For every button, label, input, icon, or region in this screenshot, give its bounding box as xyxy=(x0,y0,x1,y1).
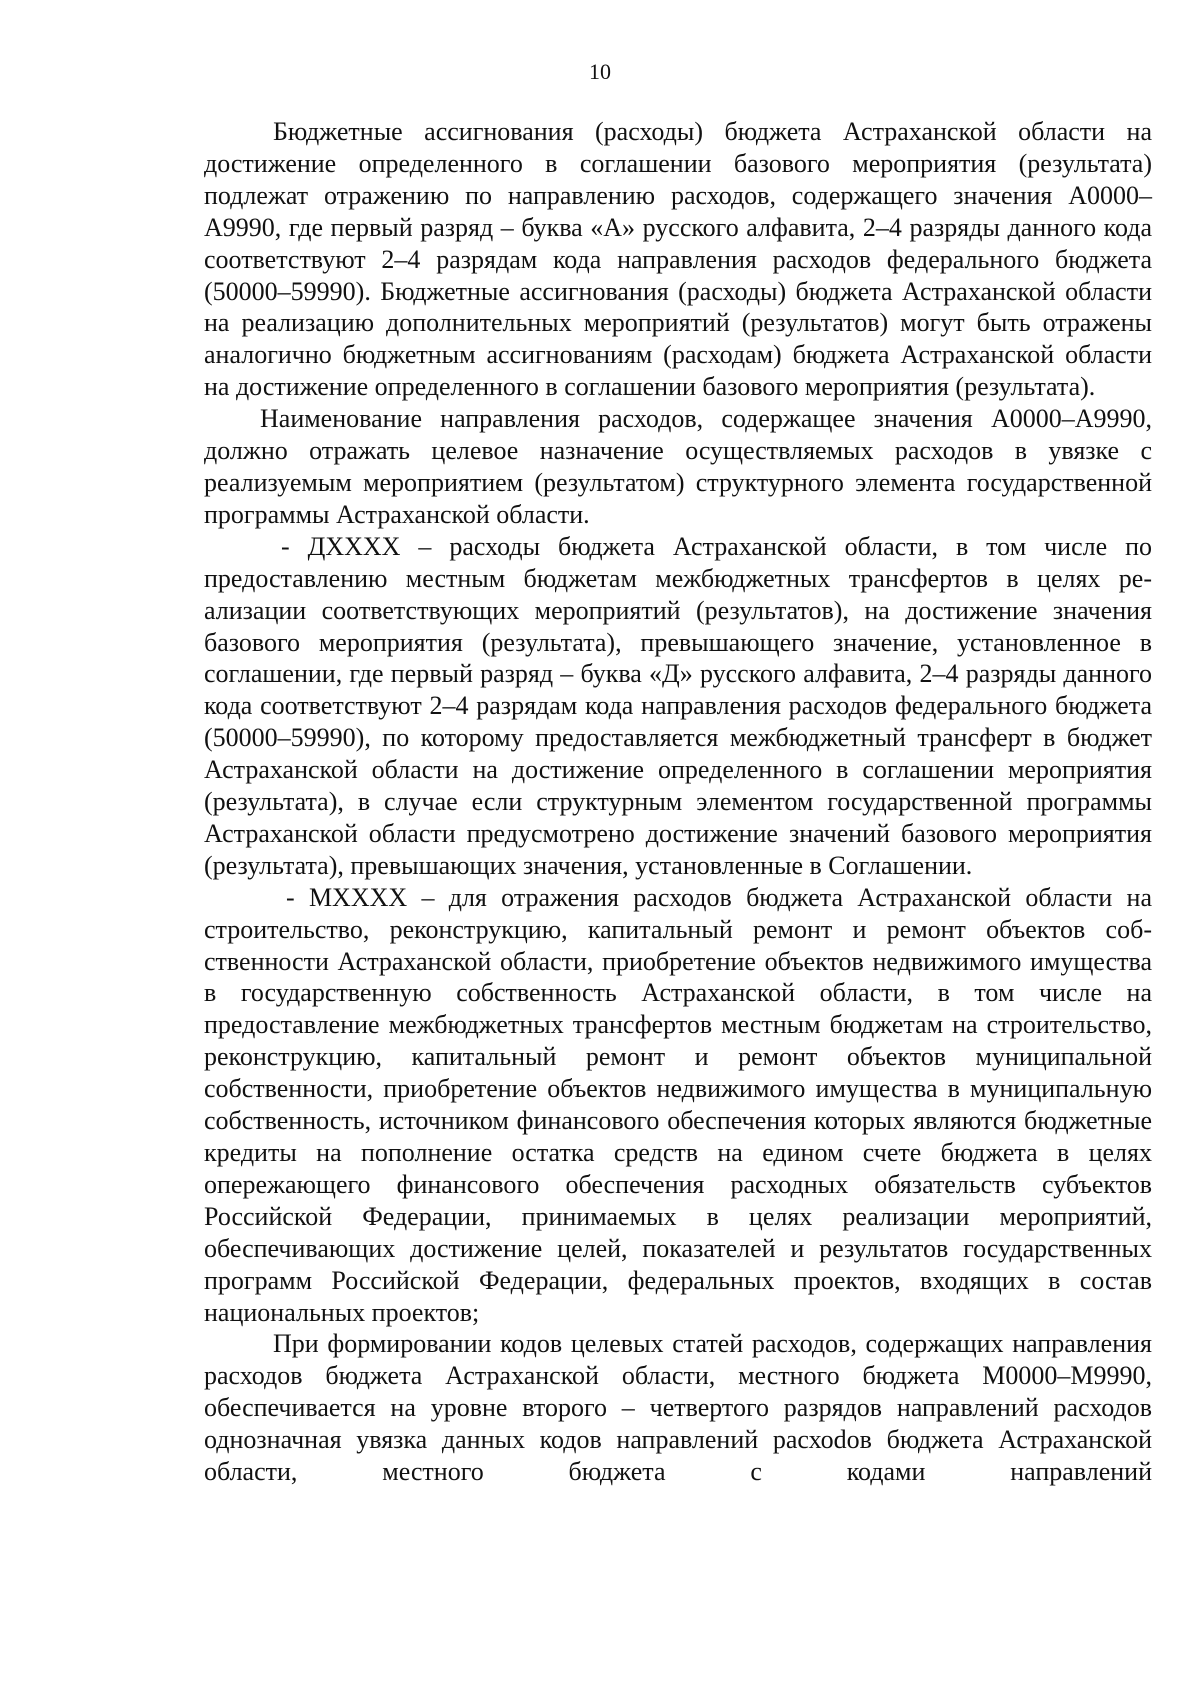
paragraph-budget-allocations: Бюджетные ассигнования (расходы) бюджета Астраханской области на достижение определенного в соглашении базового мероприятия (результата) подлежат отражению по направлению расходов, содержащего значения А0000–А9990, где первый разряд – буква «А» русского алфавита, 2–4 разряды данного кода соответствуют 2–4 разрядам кода направления расходов федерального бюджета (50000–59990). Бюджетные ассигнования (расходы) бюджета Астраханской области на реализацию дополнительных мероприятий (результатов) могут быть отражены аналогично бюджетным ассигнованиям (расходам) бюджета Астраханской области на достижение определенного в соглашении базового мероприятия (результата). xyxy=(204,117,1152,402)
paragraph-direction-name: Наименование направления расходов, содержащее значения А0000–А9990, должно отражать целевое назначение осуществляемых расходов в увязке с реализуемым мероприятием (результатом) структурного элемента государственной программы Астраханской области. xyxy=(204,404,1152,529)
document-body xyxy=(204,116,1152,1488)
paragraph-target-codes: При формировании кодов целевых статей расходов, содержащих направления расходов бюджета Астраханской области, местного бюджета М0000–М9990, обеспечивается на уровне второго – четвертого разрядов направлений расходов однозначная увязка данных кодов направлений расхоdов бюджета Астраханской области, местного бюджета с кодами направлений xyxy=(204,1329,1152,1487)
paragraph-dxxxx-code: - ДХХХХ – расходы бюджета Астраханской области, в том числе по предоставлению местным бюджетам межбюджетных трансфертов в целях реализации соответствующих мероприятий (результатов), на достижение значения базового мероприятия (результата), превышающего значение, установленное в соглашении, где первый разряд – буква «Д» русского алфавита, 2–4 разряды данного кода соответствуют 2–4 разрядам кода направления расходов федерального бюджета (50000–59990), по которому предоставляется межбюджетный трансферт в бюджет Астраханской области на достижение определенного в соглашении мероприятия (результата), в случае если структурным элементом государственной программы Астраханской области предусмотрено достижение значений базового мероприятия (результата), превышающих значения, установленные в Соглашении. xyxy=(204,531,1152,880)
page-number: 10 xyxy=(589,59,611,84)
paragraph-mxxxx-code: - МХХХХ – для отражения расходов бюджета Астраханской области на строительство, реконструкцию, капитальный ремонт и ремонт объектов собственности Астраханской области, приобретение объектов недвижимого имущества в государственную собственность Астраханской области, в том числе на предоставление межбюджетных трансфертов местным бюджетам на строительство, реконструкцию, капитальный ремонт и ремонт объектов муниципальной собственности, приобретение объектов недвижимого имущества в муниципальную собственность, источником финансового обеспечения которых являются бюджетные кредиты на пополнение остатка средств на едином счете бюджета в целях опережающего финансового обеспечения расходных обязательств субъектов Российской Федерации, принимаемых в целях реализации мероприятий, обеспечивающих достижение целей, показателей и результатов государственных программ Российской Федерации, федеральных проектов, входящих в состав национальных проектов; xyxy=(204,882,1152,1327)
